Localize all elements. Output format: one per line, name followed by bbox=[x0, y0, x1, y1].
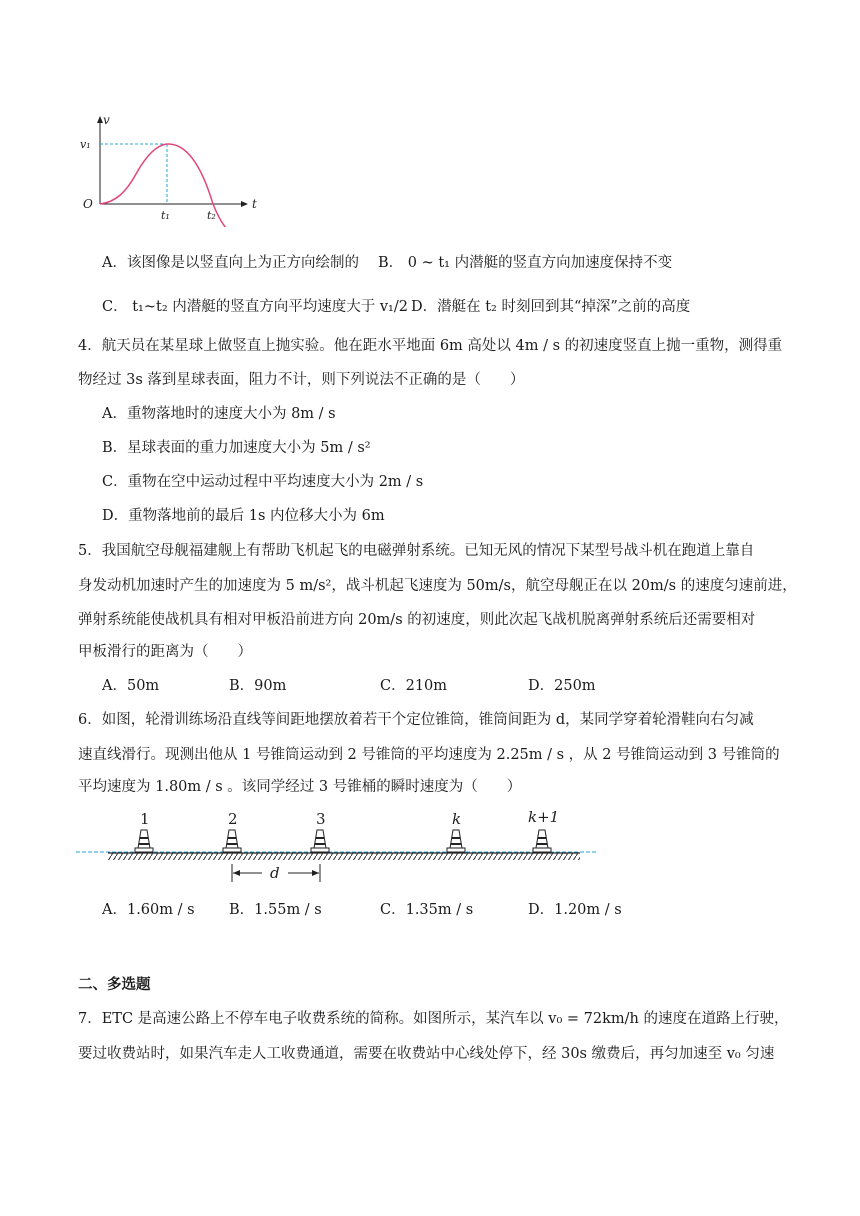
q5-stem-line-4: 甲板滑行的距离为（ ） bbox=[78, 644, 252, 660]
cone-k-plus-1 bbox=[533, 830, 551, 852]
q5-option-c[interactable]: C．210m bbox=[380, 678, 448, 694]
cone-k bbox=[447, 830, 465, 852]
cone-label-3: 3 bbox=[316, 810, 326, 828]
cone-label-1: 1 bbox=[140, 810, 150, 828]
vt-origin-label: O bbox=[83, 197, 93, 211]
q7-stem-line-1: 7．ETC 是高速公路上不停车电子收费系统的简称。如图所示，某汽车以 v₀ = 72km/h 的速度在道路上行驶， bbox=[78, 1011, 789, 1027]
cones-figure bbox=[76, 800, 601, 890]
q4-stem-line-2: 物经过 3s 落到星球表面，阻力不计，则下列说法不正确的是（ ） bbox=[78, 372, 525, 388]
q5-stem-line-3: 弹射系统能使战机具有相对甲板沿前进方向 20m/s 的初速度，则此次起飞战机脱离弹射系统后还需要相对 bbox=[78, 612, 756, 628]
distance-arrowhead-right bbox=[312, 870, 319, 876]
cone-label-k-plus-1: k+1 bbox=[528, 808, 560, 826]
q4-stem-line-1: 4．航天员在某星球上做竖直上抛实验。他在距水平地面 6m 高处以 4m / s 的初速度竖直上抛一重物，测得重 bbox=[78, 338, 783, 354]
q5-stem-line-1: 5．我国航空母舰福建舰上有帮助飞机起飞的电磁弹射系统。已知无风的情况下某型号战斗机在跑道上靠自 bbox=[78, 543, 755, 559]
q4-option-d[interactable]: D．重物落地前的最后 1s 内位移大小为 6m bbox=[102, 508, 385, 524]
vt-x-label: t bbox=[252, 197, 257, 211]
vt-t1-label: t₁ bbox=[161, 209, 170, 222]
cone-label-2: 2 bbox=[228, 810, 238, 828]
vt-x-arrow bbox=[241, 201, 248, 207]
q6-stem-line-1: 6．如图，轮滑训练场沿直线等间距地摆放着若干个定位锥筒，锥筒间距为 d，某同学穿着轮滑鞋向右匀减 bbox=[78, 712, 754, 728]
q5-stem-line-2: 身发动机加速时产生的加速度为 5 m/s²，战斗机起飞速度为 50m/s，航空母舰正在以 20m/s 的速度匀速前进， bbox=[78, 578, 797, 594]
cone-label-k: k bbox=[452, 810, 462, 828]
vt-graph-figure bbox=[76, 112, 266, 227]
section-heading-multiple-choice: 二、多选题 bbox=[78, 976, 151, 993]
cone-1 bbox=[135, 830, 153, 852]
q3-option-a[interactable]: A．该图像是以竖直向上为正方向绘制的 bbox=[102, 255, 359, 271]
q5-option-a[interactable]: A．50m bbox=[102, 678, 160, 694]
q5-option-d[interactable]: D．250m bbox=[528, 678, 596, 694]
q6-option-a[interactable]: A．1.60m / s bbox=[102, 902, 195, 918]
distance-arrowhead-left bbox=[233, 870, 240, 876]
q4-option-b[interactable]: B．星球表面的重力加速度大小为 5m / s² bbox=[102, 440, 371, 456]
q6-option-d[interactable]: D．1.20m / s bbox=[528, 902, 622, 918]
q3-option-b[interactable]: B． 0 ~ t₁ 内潜艇的竖直方向加速度保持不变 bbox=[378, 255, 673, 271]
q6-option-c[interactable]: C．1.35m / s bbox=[380, 902, 474, 918]
vt-t2-label: t₂ bbox=[207, 209, 216, 222]
q3-option-c[interactable]: C． t₁~t₂ 内潜艇的竖直方向平均速度大于 v₁/2 bbox=[102, 299, 408, 315]
cone-2 bbox=[223, 830, 241, 852]
q6-option-b[interactable]: B．1.55m / s bbox=[229, 902, 322, 918]
q3-option-d[interactable]: D．潜艇在 t₂ 时刻回到其“掉深”之前的高度 bbox=[411, 299, 691, 315]
distance-label: d bbox=[270, 864, 280, 882]
q4-option-a[interactable]: A．重物落地时的速度大小为 8m / s bbox=[102, 406, 336, 422]
ground-hatch bbox=[108, 853, 580, 860]
q6-stem-line-2: 速直线滑行。现测出他从 1 号锥筒运动到 2 号锥筒的平均速度为 2.25m / s ，从 2 号锥筒运动到 3 号锥筒的 bbox=[78, 747, 780, 763]
cone-3 bbox=[311, 830, 329, 852]
q5-option-b[interactable]: B．90m bbox=[229, 678, 287, 694]
q6-stem-line-3: 平均速度为 1.80m / s 。该同学经过 3 号锥桶的瞬时速度为（ ） bbox=[78, 779, 522, 795]
q7-stem-line-2: 要过收费站时，如果汽车走人工收费通道，需要在收费站中心线处停下，经 30s 缴费后，再匀加速至 v₀ 匀速 bbox=[78, 1046, 775, 1062]
vt-y-label: v bbox=[103, 113, 110, 127]
vt-v1-label: v₁ bbox=[80, 138, 91, 151]
q4-option-c[interactable]: C．重物在空中运动过程中平均速度大小为 2m / s bbox=[102, 474, 424, 490]
